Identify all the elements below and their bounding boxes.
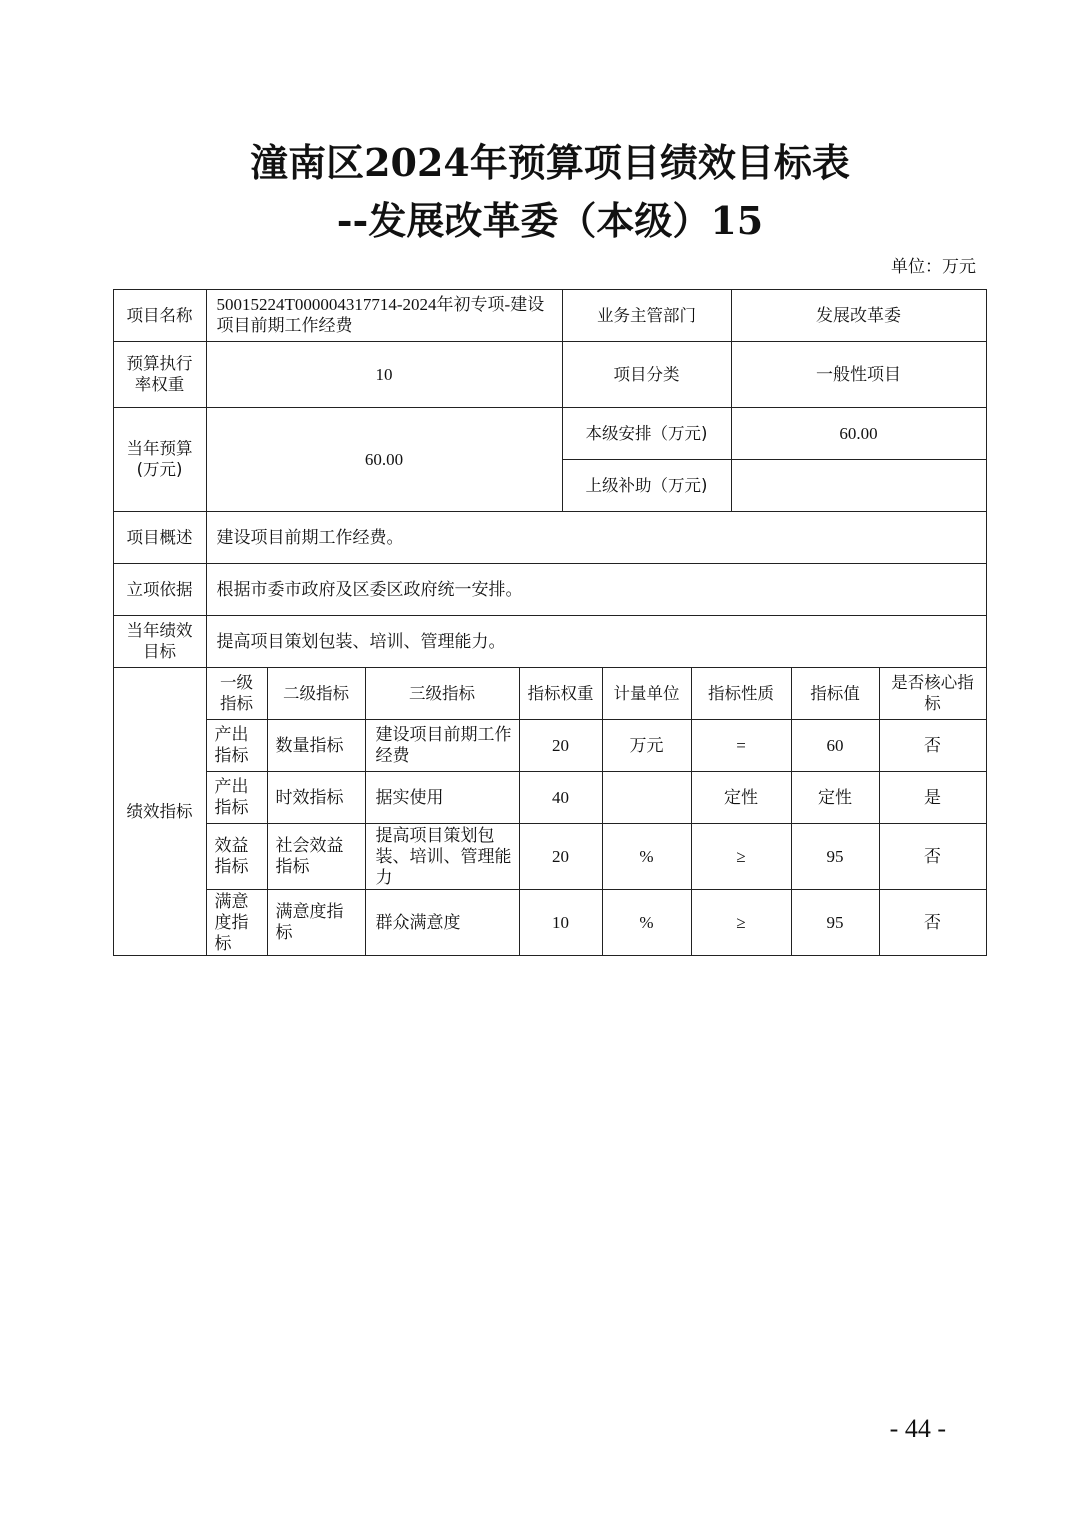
indicator-cell: ≥ xyxy=(691,823,792,890)
indicator-header: 指标性质 xyxy=(691,667,792,720)
indicators-label: 绩效指标 xyxy=(113,667,207,956)
local-value: 60.00 xyxy=(731,407,987,460)
indicator-cell: 否 xyxy=(879,719,987,772)
indicator-cell: 满意度指标 xyxy=(206,889,268,956)
indicator-cell: 定性 xyxy=(691,771,792,824)
indicator-cell: 定性 xyxy=(791,771,880,824)
indicator-cell: % xyxy=(602,823,692,890)
dept-value: 发展改革委 xyxy=(731,289,987,342)
exec-weight-value: 10 xyxy=(206,341,563,408)
indicator-cell: 产出指标 xyxy=(206,719,268,772)
indicator-cell: 社会效益指标 xyxy=(267,823,366,890)
unit-label: 单位：万元 xyxy=(891,257,976,276)
indicator-cell: 60 xyxy=(791,719,880,772)
indicator-cell: 建设项目前期工作经费 xyxy=(365,719,520,772)
indicator-cell: 提高项目策划包装、培训、管理能力 xyxy=(365,823,520,890)
indicator-cell: 据实使用 xyxy=(365,771,520,824)
basis-value: 根据市委市政府及区委区政府统一安排。 xyxy=(206,563,987,616)
upper-label: 上级补助（万元) xyxy=(562,459,732,512)
indicator-header: 二级指标 xyxy=(267,667,366,720)
indicator-cell: ≥ xyxy=(691,889,792,956)
indicator-cell: 效益指标 xyxy=(206,823,268,890)
indicator-cell xyxy=(602,771,692,824)
category-label: 项目分类 xyxy=(562,341,732,408)
indicator-cell: 95 xyxy=(791,823,880,890)
category-value: 一般性项目 xyxy=(731,341,987,408)
indicator-header: 指标值 xyxy=(791,667,880,720)
project-name-label: 项目名称 xyxy=(113,289,207,342)
dept-label: 业务主管部门 xyxy=(562,289,732,342)
indicator-header: 指标权重 xyxy=(519,667,603,720)
indicator-cell: % xyxy=(602,889,692,956)
indicator-cell: 时效指标 xyxy=(267,771,366,824)
budget-value: 60.00 xyxy=(206,407,563,512)
upper-value xyxy=(731,459,987,512)
indicator-cell: 是 xyxy=(879,771,987,824)
indicator-header: 计量单位 xyxy=(602,667,692,720)
budget-label: 当年预算(万元) xyxy=(113,407,207,512)
indicator-header: 是否核心指标 xyxy=(879,667,987,720)
indicator-cell: 95 xyxy=(791,889,880,956)
indicator-cell: 否 xyxy=(879,823,987,890)
basis-label: 立项依据 xyxy=(113,563,207,616)
indicator-cell: 满意度指标 xyxy=(267,889,366,956)
exec-weight-label: 预算执行率权重 xyxy=(113,341,207,408)
indicator-cell: 产出指标 xyxy=(206,771,268,824)
indicator-header: 三级指标 xyxy=(365,667,520,720)
indicator-cell: 20 xyxy=(519,823,603,890)
indicator-cell: = xyxy=(691,719,792,772)
indicator-cell: 否 xyxy=(879,889,987,956)
page-number: - 44 - xyxy=(889,1414,946,1443)
indicator-cell: 万元 xyxy=(602,719,692,772)
goal-label: 当年绩效目标 xyxy=(113,615,207,668)
indicator-cell: 数量指标 xyxy=(267,719,366,772)
indicator-header: 一级指标 xyxy=(206,667,268,720)
goal-value: 提高项目策划包装、培训、管理能力。 xyxy=(206,615,987,668)
overview-label: 项目概述 xyxy=(113,511,207,564)
project-name-value: 50015224T000004317714-2024年初专项-建设项目前期工作经费 xyxy=(206,289,563,342)
title-line-1: 潼南区2024年预算项目绩效目标表 xyxy=(250,140,850,185)
overview-value: 建设项目前期工作经费。 xyxy=(206,511,987,564)
indicator-cell: 10 xyxy=(519,889,603,956)
indicator-cell: 20 xyxy=(519,719,603,772)
local-label: 本级安排（万元) xyxy=(562,407,732,460)
indicator-cell: 群众满意度 xyxy=(365,889,520,956)
indicator-cell: 40 xyxy=(519,771,603,824)
title-line-2: --发展改革委（本级）15 xyxy=(336,198,764,243)
